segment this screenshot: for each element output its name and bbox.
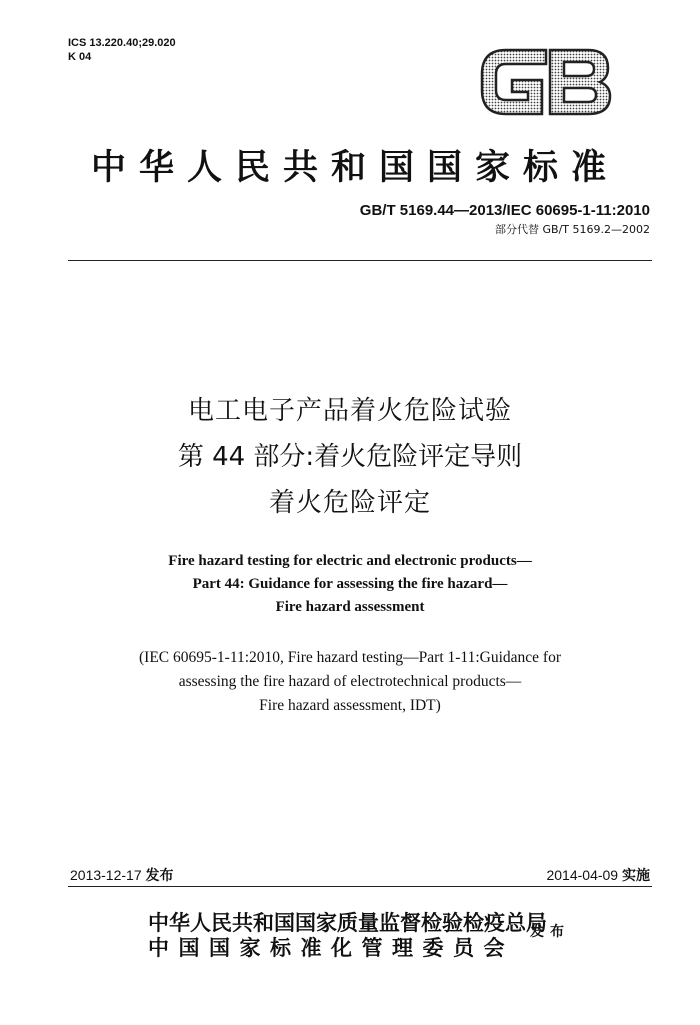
divider-bottom: [68, 886, 652, 887]
iec-note-line-3: Fire hazard assessment, IDT): [259, 697, 441, 714]
gb-logo-letter-g: [482, 50, 546, 114]
divider-top: [68, 260, 652, 261]
issuer-line-2: 中国国家标准化管理委员会: [148, 935, 514, 960]
iec-note-line-1: (IEC 60695-1-11:2010, Fire hazard testing—Part 1-11:Guidance for: [139, 649, 561, 666]
replaces-note: 部分代替 GB/T 5169.2—2002: [495, 223, 650, 236]
cn-title-line-3: 着火危险评定: [268, 488, 431, 518]
standard-type-title: 中华人民共和国国家标准: [90, 147, 619, 188]
gb-logo-letter-b: [550, 50, 610, 114]
issue-date-value: 2013-12-17: [70, 867, 142, 883]
issuer-line-1: 中华人民共和国国家质量监督检验检疫总局: [148, 910, 547, 935]
issue-date: [70, 865, 174, 885]
issuer-action: 发布: [530, 924, 570, 940]
impl-date-value: 2014-04-09: [546, 867, 619, 883]
implementation-date: [546, 865, 650, 885]
classification-codes: [68, 36, 176, 64]
iec-note-line-2: assessing the fire hazard of electrotechnical products—: [178, 673, 522, 690]
ccs-code: K 04: [68, 51, 92, 63]
issue-date-label: 发布: [145, 868, 174, 884]
en-title-line-3: Fire hazard assessment: [275, 599, 425, 615]
cn-title-line-1: 电工电子产品着火危险试验: [187, 396, 512, 426]
impl-date-label: 实施: [622, 868, 650, 884]
en-title-line-1: Fire hazard testing for electric and electronic products—: [168, 553, 532, 569]
en-title-line-2: Part 44: Guidance for assessing the fire hazard—: [192, 576, 508, 592]
cn-title-line-2: 第 44 部分:着火危险评定导则: [177, 442, 523, 472]
standard-number: GB/T 5169.44—2013/IEC 60695-1-11:2010: [359, 202, 650, 219]
ics-code: ICS 13.220.40;29.020: [68, 37, 176, 49]
gb-logo: [476, 44, 614, 120]
